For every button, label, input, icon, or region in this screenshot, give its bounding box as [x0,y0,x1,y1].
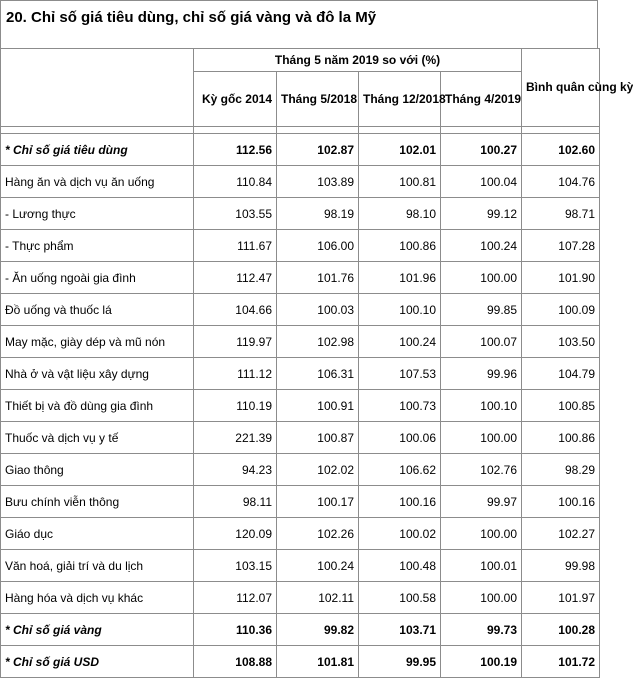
row-value: 104.66 [194,294,277,326]
row-value: 110.36 [194,614,277,646]
table-row [1,422,600,454]
row-value: 112.07 [194,582,277,614]
row-label: Thuốc và dịch vụ y tế [1,422,194,454]
row-value: 100.24 [277,550,359,582]
row-value: 102.11 [277,582,359,614]
row-label: - Ăn uống ngoài gia đình [1,262,194,294]
row-label: * Chỉ số giá vàng [1,614,194,646]
row-value: 101.90 [522,262,600,294]
table-row [1,550,600,582]
row-value: 100.00 [441,518,522,550]
row-label: Văn hoá, giải trí và du lịch [1,550,194,582]
row-value: 100.28 [522,614,600,646]
table-title: 20. Chỉ số giá tiêu dùng, chỉ số giá vàng và đô la Mỹ [0,0,598,34]
table-row [1,198,600,230]
row-value: 100.06 [359,422,441,454]
row-value: 100.04 [441,166,522,198]
row-label: - Lương thực [1,198,194,230]
row-value: 101.97 [522,582,600,614]
row-value: 100.24 [359,326,441,358]
row-value: 100.07 [441,326,522,358]
row-label: Giao thông [1,454,194,486]
row-value: 100.00 [441,262,522,294]
table-row [1,454,600,486]
row-value: 101.72 [522,646,600,678]
row-label: Thiết bị và đồ dùng gia đình [1,390,194,422]
table-row [1,582,600,614]
row-value: 100.27 [441,134,522,166]
row-value: 100.58 [359,582,441,614]
row-value: 94.23 [194,454,277,486]
table-row [1,166,600,198]
row-value: 103.50 [522,326,600,358]
table-row [1,262,600,294]
row-value: 99.12 [441,198,522,230]
row-value: 104.79 [522,358,600,390]
row-value: 119.97 [194,326,277,358]
row-label: Giáo dục [1,518,194,550]
row-value: 120.09 [194,518,277,550]
row-value: 100.10 [359,294,441,326]
table-row [1,326,600,358]
row-value: 102.60 [522,134,600,166]
row-value: 100.91 [277,390,359,422]
row-value: 111.12 [194,358,277,390]
row-label: Nhà ở và vật liệu xây dựng [1,358,194,390]
row-value: 100.17 [277,486,359,518]
row-value: 100.10 [441,390,522,422]
row-value: 99.96 [441,358,522,390]
row-value: 99.85 [441,294,522,326]
table-row [1,230,600,262]
row-label: - Thực phẩm [1,230,194,262]
header-empty-cell [1,49,194,127]
row-value: 102.02 [277,454,359,486]
row-value: 100.09 [522,294,600,326]
row-value: 100.81 [359,166,441,198]
row-value: 102.87 [277,134,359,166]
row-value: 100.19 [441,646,522,678]
table-body [1,134,600,678]
row-value: 221.39 [194,422,277,454]
row-value: 98.10 [359,198,441,230]
row-label: May mặc, giày dép và mũ nón [1,326,194,358]
header-dec-2018: Tháng 12/2018 [359,72,441,127]
row-value: 99.82 [277,614,359,646]
row-value: 102.27 [522,518,600,550]
row-value: 112.47 [194,262,277,294]
header-group-label: Tháng 5 năm 2019 so với (%) [194,49,522,72]
table-row [1,614,600,646]
row-label: * Chỉ số giá USD [1,646,194,678]
header-base-2014: Kỳ gốc 2014 [194,72,277,127]
row-value: 100.03 [277,294,359,326]
row-value: 102.98 [277,326,359,358]
row-value: 112.56 [194,134,277,166]
row-value: 100.87 [277,422,359,454]
row-value: 106.00 [277,230,359,262]
row-value: 101.96 [359,262,441,294]
table-row [1,518,600,550]
row-value: 100.73 [359,390,441,422]
row-value: 100.00 [441,582,522,614]
row-value: 101.81 [277,646,359,678]
row-value: 98.29 [522,454,600,486]
row-value: 101.76 [277,262,359,294]
row-label: * Chỉ số giá tiêu dùng [1,134,194,166]
header-average: Bình quân cùng kỳ [522,49,600,127]
row-value: 107.28 [522,230,600,262]
row-value: 100.16 [359,486,441,518]
table-row [1,358,600,390]
row-value: 100.48 [359,550,441,582]
row-value: 102.01 [359,134,441,166]
row-value: 106.62 [359,454,441,486]
row-value: 102.76 [441,454,522,486]
table-row [1,486,600,518]
row-label: Đồ uống và thuốc lá [1,294,194,326]
row-value: 99.73 [441,614,522,646]
row-label: Bưu chính viễn thông [1,486,194,518]
row-value: 100.86 [359,230,441,262]
row-value: 100.00 [441,422,522,454]
row-value: 98.19 [277,198,359,230]
row-value: 98.11 [194,486,277,518]
row-value: 100.01 [441,550,522,582]
row-value: 108.88 [194,646,277,678]
table-row [1,134,600,166]
row-value: 110.19 [194,390,277,422]
row-label: Hàng hóa và dịch vụ khác [1,582,194,614]
row-value: 106.31 [277,358,359,390]
header-apr-2019: Tháng 4/2019 [441,72,522,127]
row-value: 99.98 [522,550,600,582]
row-value: 103.55 [194,198,277,230]
row-value: 107.53 [359,358,441,390]
row-value: 100.02 [359,518,441,550]
row-value: 104.76 [522,166,600,198]
row-value: 99.97 [441,486,522,518]
row-value: 111.67 [194,230,277,262]
table-row [1,390,600,422]
row-value: 99.95 [359,646,441,678]
table-row [1,294,600,326]
row-label: Hàng ăn và dịch vụ ăn uống [1,166,194,198]
row-value: 100.16 [522,486,600,518]
row-value: 102.26 [277,518,359,550]
row-value: 100.85 [522,390,600,422]
row-value: 103.15 [194,550,277,582]
row-value: 110.84 [194,166,277,198]
row-value: 98.71 [522,198,600,230]
table-row [1,646,600,678]
header-may-2018: Tháng 5/2018 [277,72,359,127]
row-value: 103.71 [359,614,441,646]
row-value: 103.89 [277,166,359,198]
row-value: 100.24 [441,230,522,262]
row-value: 100.86 [522,422,600,454]
blank-row [0,34,598,48]
cpi-table [0,48,633,678]
